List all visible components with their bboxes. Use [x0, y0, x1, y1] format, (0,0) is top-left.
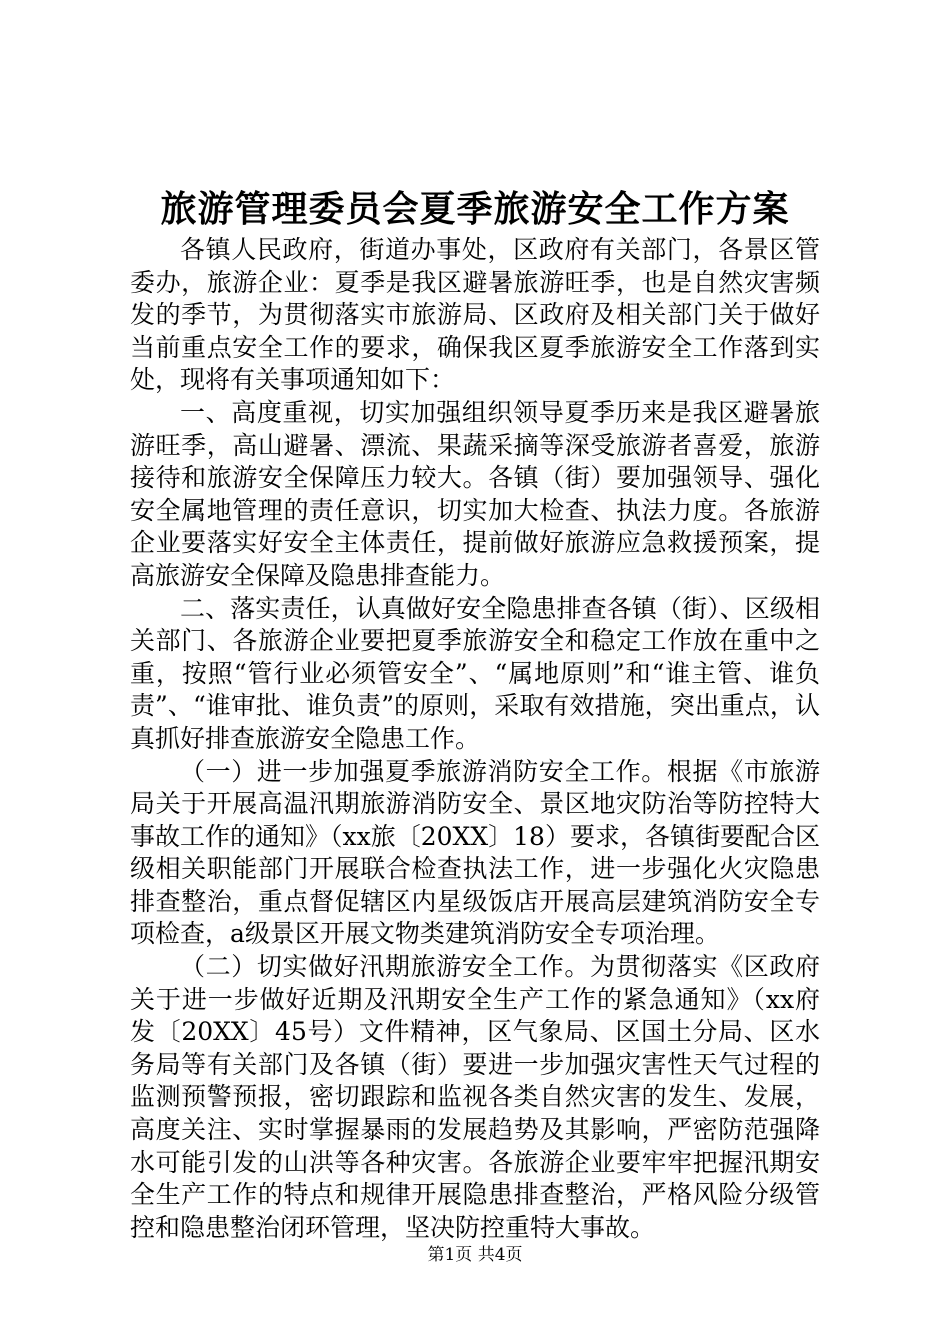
document-body	[130, 234, 820, 1244]
page-number-footer: 第1页 共4页	[427, 1245, 523, 1265]
paragraph-subsection-1: （一）进一步加强夏季旅游消防安全工作。根据《市旅游局关于开展高温汛期旅游消防安全、景区地灾防治等防控特大事故工作的通知》（xx旅〔20XX〕18）要求，各镇街要配合区级相关职能部门开展联合检查执法工作，进一步强化火灾隐患排查整治，重点督促辖区内星级饭店开展高层建筑消防安全专项检查，a级景区开展文物类建筑消防安全专项治理。	[130, 756, 820, 949]
paragraph-subsection-2: （二）切实做好汛期旅游安全工作。为贯彻落实《区政府关于进一步做好近期及汛期安全生产工作的紧急通知》（xx府发〔20XX〕45号）文件精神，区气象局、区国土分局、区水务局等有关部门及各镇（街）要进一步加强灾害性天气过程的监测预警预报，密切跟踪和监视各类自然灾害的发生、发展，高度关注、实时掌握暴雨的发展趋势及其影响，严密防范强降水可能引发的山洪等各种灾害。各旅游企业要牢牢把握汛期安全生产工作的特点和规律开展隐患排查整治，严格风险分级管控和隐患整治闭环管理，坚决防控重特大事故。	[130, 952, 820, 1242]
paragraph-section-2: 二、落实责任，认真做好安全隐患排查各镇（街）、区级相关部门、各旅游企业要把夏季旅游安全和稳定工作放在重中之重，按照“管行业必须管安全”、“属地原则”和“谁主管、谁负责”、“谁审批、谁负责”的原则，采取有效措施，突出重点，认真抓好排查旅游安全隐患工作。	[130, 593, 820, 753]
paragraph-section-1: 一、高度重视，切实加强组织领导夏季历来是我区避暑旅游旺季，高山避暑、漂流、果蔬采摘等深受旅游者喜爱，旅游接待和旅游安全保障压力较大。各镇（街）要加强领导、强化安全属地管理的责任意识，切实加大检查、执法力度。各旅游企业要落实好安全主体责任，提前做好旅游应急救援预案，提高旅游安全保障及隐患排查能力。	[130, 397, 820, 590]
document-title: 旅游管理委员会夏季旅游安全工作方案	[160, 188, 790, 230]
paragraph-intro: 各镇人民政府，街道办事处，区政府有关部门，各景区管委办，旅游企业：夏季是我区避暑旅游旺季，也是自然灾害频发的季节，为贯彻落实市旅游局、区政府及相关部门关于做好当前重点安全工作的要求，确保我区夏季旅游安全工作落到实处，现将有关事项通知如下：	[130, 235, 820, 395]
